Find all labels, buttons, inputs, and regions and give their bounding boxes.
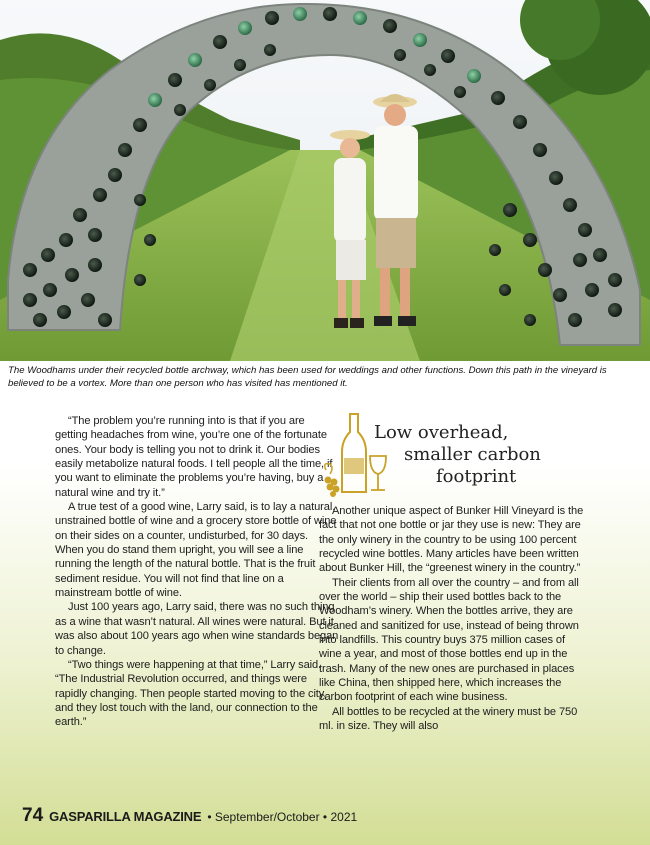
paragraph: Their clients from all over the country – and from all over the world – ship their used bottles back to the Woodham’s winery. When the bottles arrive, they are cleaned and sanitized for use, instead of being thrown into landfills. This country buys 375 million cases of wine a year, and most of those bottles end up in the trash. Many of the new ones are purchased in places like China, then shipped here, which increases the carbon footprint of each wine business.	[319, 576, 579, 704]
paragraph: All bottles to be recycled at the winery must be 750 ml. in size. They will also	[319, 705, 578, 733]
pull-quote-line: footprint	[436, 466, 517, 487]
pull-quote-line: Low overhead,	[374, 422, 509, 443]
page-footer	[22, 805, 357, 827]
page-number: 74	[22, 805, 44, 826]
article-right-column	[319, 504, 587, 734]
paragraph: “The problem you’re running into is that if you are getting headaches from wine, you’re one of the fortunate ones. Your body is telling you not to drink it. Our bodies easily metabolize natural foods. I tell people all the time, if you want to eliminate the problems you’re having, buy a natural wine and try it.”	[55, 415, 333, 499]
magazine-name: GASPARILLA MAGAZINE	[49, 809, 202, 824]
paragraph: A true test of a good wine, Larry said, is to lay a natural, unstrained bottle of wine and a grocery store bottle of wine on their sides on a counter, undisturbed, for 30 days. When you do stand them upright, you will see a line running the length of the natural bottle. That is the fruit sediment residue. You will not find that line on a mainstream bottle of wine.	[55, 501, 337, 600]
pull-quote	[320, 410, 550, 498]
issue-date: • September/October • 2021	[207, 810, 358, 824]
photo-caption: The Woodhams under their recycled bottle archway, which has been used for weddings and other functions. Down this path in the vineyard is believed to be a vortex. More than one person who has visited has mentioned it.	[8, 365, 607, 389]
paragraph: “Two things were happening at that time,” Larry said. “The Industrial Revolution occurred, and things were rapidly changing. Then people started moving to the city, and they lost touch with the land, our connection to the earth.”	[55, 658, 327, 729]
bottle-archway-photo-icon	[0, 0, 650, 361]
pull-quote-line: smaller carbon	[404, 444, 541, 465]
paragraph: Another unique aspect of Bunker Hill Vineyard is the fact that not one bottle or jar they use is new: They are the only winery in the country to be using 100 percent recycled wine bottles. Many articles have been written about Bunker Hill, the “greenest winery in the country.”	[319, 505, 584, 575]
article-left-column	[55, 414, 339, 730]
paragraph: Just 100 years ago, Larry said, there was no such thing as a wine that wasn’t natural. All wines were natural. But it was also about 100 years ago when wine standards began to change.	[55, 601, 339, 657]
archway-photo	[0, 0, 650, 361]
